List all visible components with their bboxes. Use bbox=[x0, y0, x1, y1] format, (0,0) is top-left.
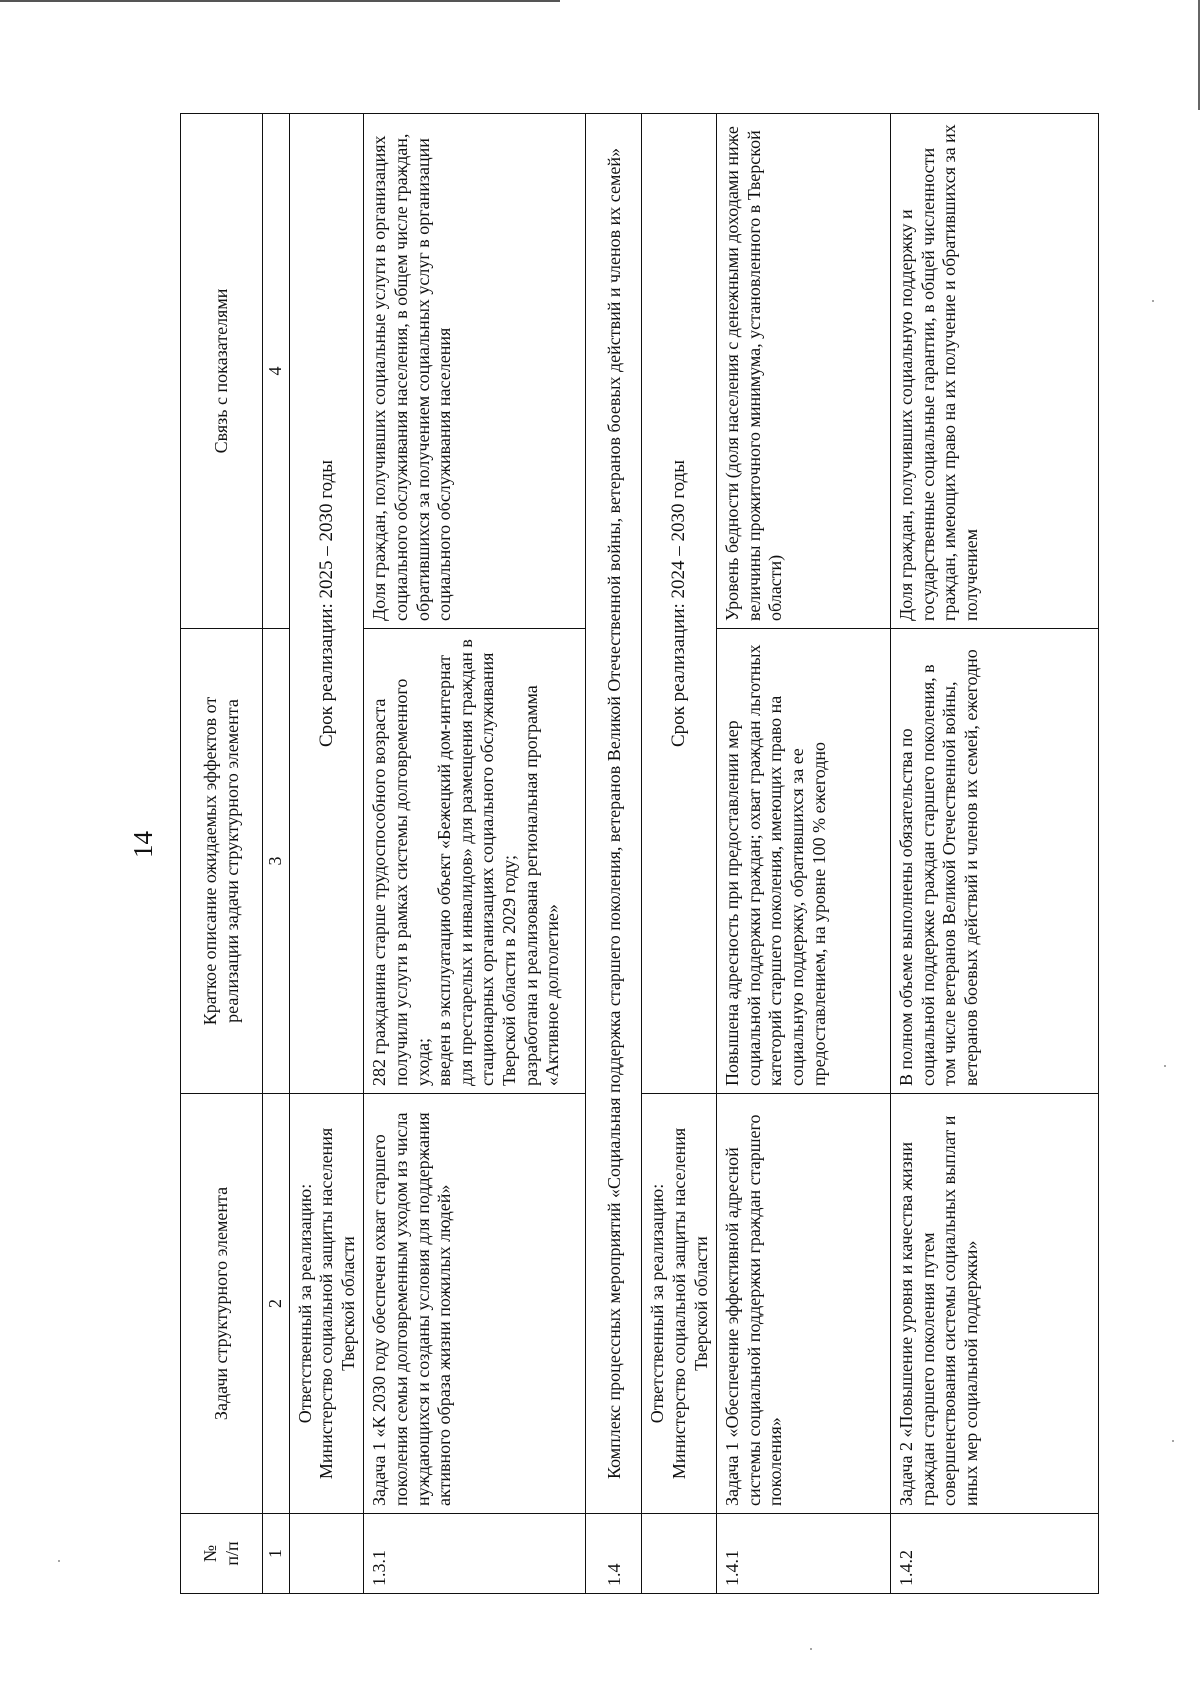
header-number: № п/п bbox=[181, 1514, 263, 1594]
section-1-4-title-row bbox=[586, 114, 642, 1594]
column-number-2: 2 bbox=[263, 1094, 290, 1514]
header-effects: Краткое описание ожидаемых эффектов от реализации задачи структурного элемента bbox=[181, 629, 263, 1094]
column-numbers-row bbox=[263, 114, 290, 1594]
header-link: Связь с показателями bbox=[181, 114, 263, 629]
row-task: Задача 2 «Повышение уровня и качества жизни граждан старшего поколения путем совершенствования системы социальных выплат и иных мер социальной поддержки» bbox=[891, 1094, 1099, 1514]
row-number: 1.4.2 bbox=[891, 1514, 1099, 1594]
section-1-3-responsible bbox=[289, 1094, 364, 1514]
section-1-4-header-row bbox=[642, 114, 717, 1594]
section-1-4-title: Комплекс процессных мероприятий «Социальная поддержка старшего поколения, ветеранов Великой Отечественной войны, ветеранов боевых действий и членов их семей» bbox=[586, 114, 642, 1514]
empty-number-cell bbox=[289, 1514, 364, 1594]
scan-edge-top bbox=[0, 0, 560, 2]
table-row bbox=[717, 114, 891, 1594]
responsible-name: Министерство социальной защиты населения Тверской области bbox=[668, 1127, 711, 1480]
responsible-name: Министерство социальной защиты населения Тверской области bbox=[316, 1127, 358, 1480]
row-link: Уровень бедности (доля населения с денежными доходами ниже величины прожиточного минимума, установленного в Тверской области) bbox=[717, 114, 891, 629]
row-task: Задача 1 «К 2030 году обеспечен охват старшего поколения семьи долговременным уходом из числа нуждающихся и созданы условия для поддержания активного образа жизни пожилых людей» bbox=[364, 1094, 586, 1514]
empty-number-cell bbox=[642, 1514, 717, 1594]
section-1-4-responsible bbox=[642, 1094, 717, 1514]
section-1-4-term: Срок реализации: 2024 – 2030 годы bbox=[642, 114, 717, 1094]
table-row bbox=[364, 114, 586, 1594]
responsible-label: Ответственный за реализацию: bbox=[294, 1183, 315, 1424]
section-1-3-term: Срок реализации: 2025 – 2030 годы bbox=[289, 114, 364, 1094]
table-header-row bbox=[181, 114, 263, 1594]
header-task: Задачи структурного элемента bbox=[181, 1094, 263, 1514]
section-1-4-number: 1.4 bbox=[586, 1514, 642, 1594]
table-row bbox=[891, 114, 1099, 1594]
responsible-label: Ответственный за реализацию: bbox=[647, 1183, 668, 1424]
structural-tasks-table bbox=[180, 113, 1099, 1594]
column-number-3: 3 bbox=[263, 629, 290, 1094]
scan-speck bbox=[1152, 300, 1154, 302]
scan-speck bbox=[810, 1648, 812, 1650]
column-number-4: 4 bbox=[263, 114, 290, 629]
scan-speck bbox=[1172, 1440, 1174, 1442]
scan-speck bbox=[1164, 1065, 1166, 1067]
row-link: Доля граждан, получивших социальные услуги в организациях социального обслуживания населения, в общем числе граждан, обратившихся за получением социальных услуг в организации социального обслуживания населения bbox=[364, 114, 586, 629]
row-number: 1.3.1 bbox=[364, 1514, 586, 1594]
row-effects: В полном объеме выполнены обязательства по социальной поддержке граждан старшего поколения, в том числе ветеранов Великой Отечественной войны, ветеранов боевых действий и членов их семей, ежегодно bbox=[891, 629, 1099, 1094]
scan-speck bbox=[58, 1560, 60, 1562]
column-number-1: 1 bbox=[263, 1514, 290, 1594]
row-effects: 282 гражданина старше трудоспособного возраста получили услуги в рамках системы долговременного ухода; введен в эксплуатацию объект «Бежецкий дом-интернат для престарелых и инвалидов» для размещения граждан в стационарных организациях социального обслуживания Тверской области в 2029 году; разработана и реализована региональная программа «Активное долголетие» bbox=[364, 629, 586, 1094]
row-link: Доля граждан, получивших социальную поддержку и государственные социальные гарантии, в общей численности граждан, имеющих право на их получение и обратившихся за их получением bbox=[891, 114, 1099, 629]
row-task: Задача 1 «Обеспечение эффективной адресной системы социальной поддержки граждан старшего поколения» bbox=[717, 1094, 891, 1514]
rotated-table-wrapper bbox=[180, 114, 1060, 1594]
row-number: 1.4.1 bbox=[717, 1514, 891, 1594]
page-number: 14 bbox=[128, 831, 158, 858]
section-1-3-header-row bbox=[289, 114, 364, 1594]
row-effects: Повышена адресность при предоставлении мер социальной поддержки граждан; охват граждан льготных категорий старшего поколения, имеющих право на социальную поддержку, обратившихся за ее предоставлением, на уровне 100 % ежегодно bbox=[717, 629, 891, 1094]
